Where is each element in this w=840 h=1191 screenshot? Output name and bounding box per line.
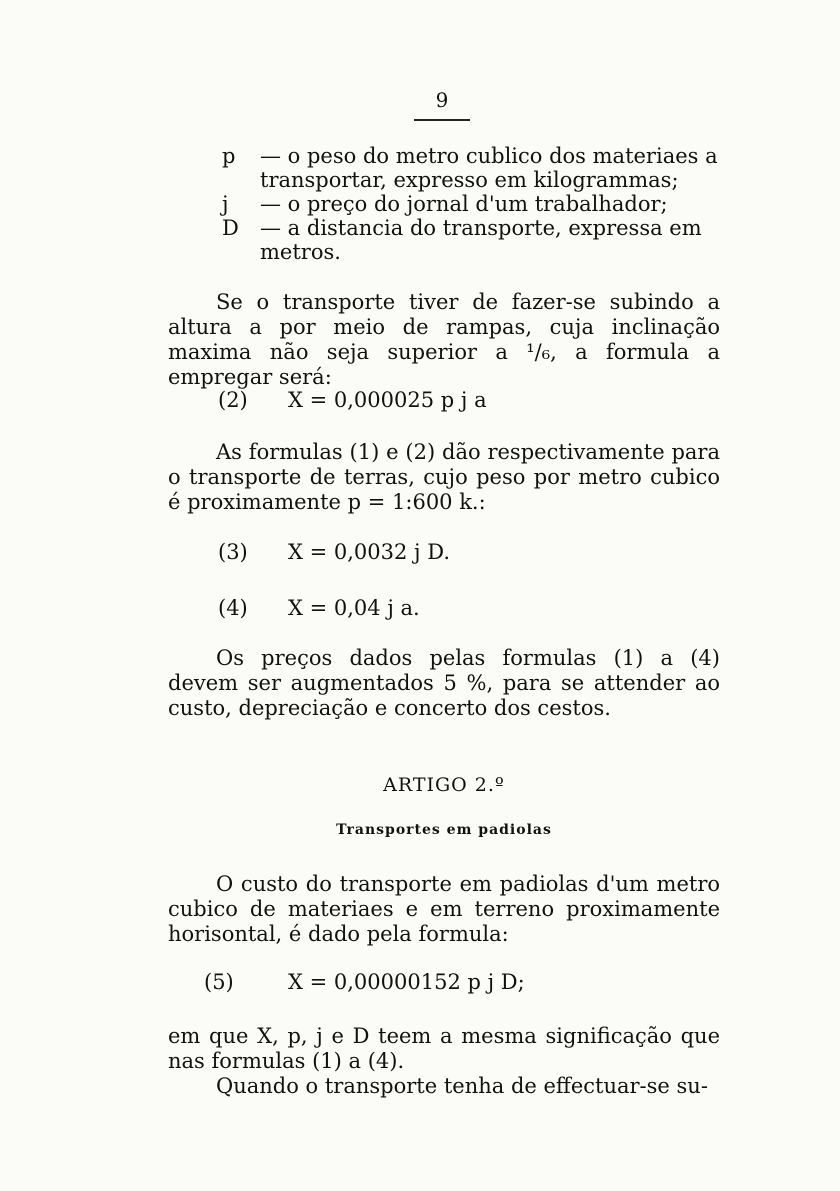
formula-expression: X = 0,0032 j D. (288, 540, 451, 564)
definition-text: — o peso do metro cublico dos materiaes a transportar, expresso em kilogrammas; (260, 144, 718, 192)
formula-expression: X = 0,000025 p j a (288, 388, 487, 412)
formula-expression: X = 0,04 j a. (288, 596, 420, 620)
formula-number: (2) (218, 388, 248, 412)
paragraph-continuation: Quando o transporte tenha de effectuar-se su- (216, 1074, 708, 1098)
definition-symbol: j (222, 192, 229, 216)
definition-symbol: D (222, 216, 239, 240)
definition-text: — a distancia do transporte, expressa em metros. (260, 216, 702, 264)
paragraph-padiolas: O custo do transporte em padiolas d'um metro cubico de materiaes e em terreno proximamente horisontal, é dado pela formula: (168, 872, 720, 946)
section-title: Transportes em padiolas (336, 822, 552, 838)
formula-number: (3) (218, 540, 248, 564)
definition-symbol: p (222, 144, 236, 168)
page-number-rule (414, 119, 470, 121)
definition-j (222, 192, 742, 216)
page-number: 9 (435, 88, 449, 112)
definition-text: — o preço do jornal d'um trabalhador; (260, 192, 668, 216)
formula-number: (4) (218, 596, 248, 620)
paragraph-terras: As formulas (1) e (2) dão respectivamente para o transporte de terras, cujo peso por metro cubico é proximamente p = 1:600 k.: (168, 440, 720, 514)
paragraph-significacao: em que X, p, j e D teem a mesma significação que nas formulas (1) a (4). (168, 1024, 720, 1073)
paragraph-rampas: Se o transporte tiver de fazer-se subindo a altura a por meio de rampas, cuja inclinação maxima não seja superior a ¹/₆, a formula a empregar será: (168, 290, 720, 389)
article-heading: ARTIGO 2.º (383, 774, 505, 796)
formula-expression: X = 0,00000152 p j D; (288, 970, 525, 994)
formula-number: (5) (204, 970, 234, 994)
paragraph-precos: Os preços dados pelas formulas (1) a (4) devem ser augmentados 5 %, para se attender ao custo, depreciação e concerto dos cestos. (168, 646, 720, 720)
definition-p (222, 144, 742, 192)
definition-d (222, 216, 742, 264)
